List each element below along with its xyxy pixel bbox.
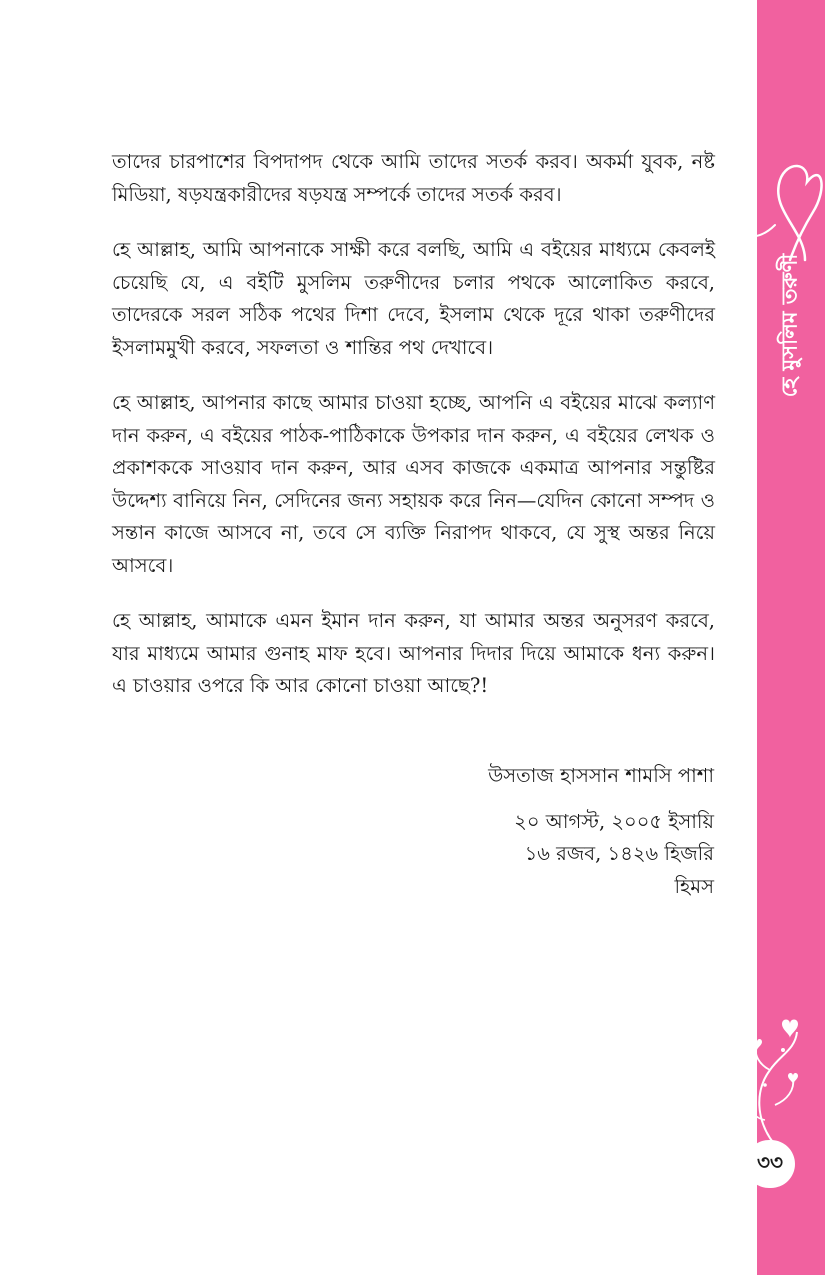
paragraph-3: হে আল্লাহ, আপনার কাছে আমার চাওয়া হচ্ছে, আপনি এ বইয়ের মাঝে কল্যাণ দান করুন, এ বইয়ের পাঠক-পাঠিকাকে উপকার দান করুন, এ বইয়ের লেখক ও প্রকাশককে সাওয়াব দান করুন, আর এসব কাজকে একমাত্র আপনার সন্তুষ্টির উদ্দেশ্য বানিয়ে নিন, সেদিনের জন্য সহায়ক করে নিন—যেদিন কোনো সম্পদ ও সন্তান কাজে আসবে না, তবে সে ব্যক্তি নিরাপদ থাকবে, যে সুস্থ অন্তর নিয়ে আসবে। bbox=[112, 391, 715, 577]
paragraph-4: হে আল্লাহ, আমাকে এমন ইমান দান করুন, যা আমার অন্তর অনুসরণ করবে, যার মাধ্যমে আমার গুনাহ মাফ হবে। আপনার দিদার দিয়ে আমাকে ধন্য করুন। এ চাওয়ার ওপরে কি আর কোনো চাওয়া আছে?! bbox=[112, 609, 715, 697]
paragraph-2: হে আল্লাহ, আমি আপনাকে সাক্ষী করে বলছি, আমি এ বইয়ের মাধ্যমে কেবলই চেয়েছি যে, এ বইটি মুসলিম তরুণীদের চলার পথকে আলোকিত করবে, তাদেরকে সরল সঠিক পথের দিশা দেবে, ইসলাম থেকে দূরে থাকা তরুণীদের ইসলামমুখী করবে, সফলতা ও শান্তির পথ দেখাবে। bbox=[112, 238, 715, 359]
floral-hearts-icon bbox=[745, 1010, 805, 1150]
page-number: ৩৩ bbox=[756, 1149, 783, 1174]
signature-place: হিমস bbox=[674, 874, 714, 898]
signature-block bbox=[488, 760, 714, 903]
book-title-text: হে মুসলিম তরুণী bbox=[777, 253, 802, 397]
paragraph-1: তাদের চারপাশের বিপদাপদ থেকে আমি তাদের সতর্ক করব। অকর্মা যুবক, নষ্ট মিডিয়া, ষড়যন্ত্রকারীদের ষড়যন্ত্র সম্পর্কে তাদের সতর্ক করব। bbox=[112, 150, 715, 206]
page-body bbox=[112, 146, 715, 726]
signature-author: উসতাজ হাসসান শামসি পাশা bbox=[488, 764, 714, 787]
heart-outline-icon bbox=[735, 150, 825, 270]
signature-date-hijri: ১৬ রজব, ১৪২৬ হিজরি bbox=[524, 842, 714, 865]
page-number-badge bbox=[745, 1140, 795, 1188]
signature-date-gregorian: ২০ আগস্ট, ২০০৫ ইসায়ি bbox=[514, 809, 714, 833]
